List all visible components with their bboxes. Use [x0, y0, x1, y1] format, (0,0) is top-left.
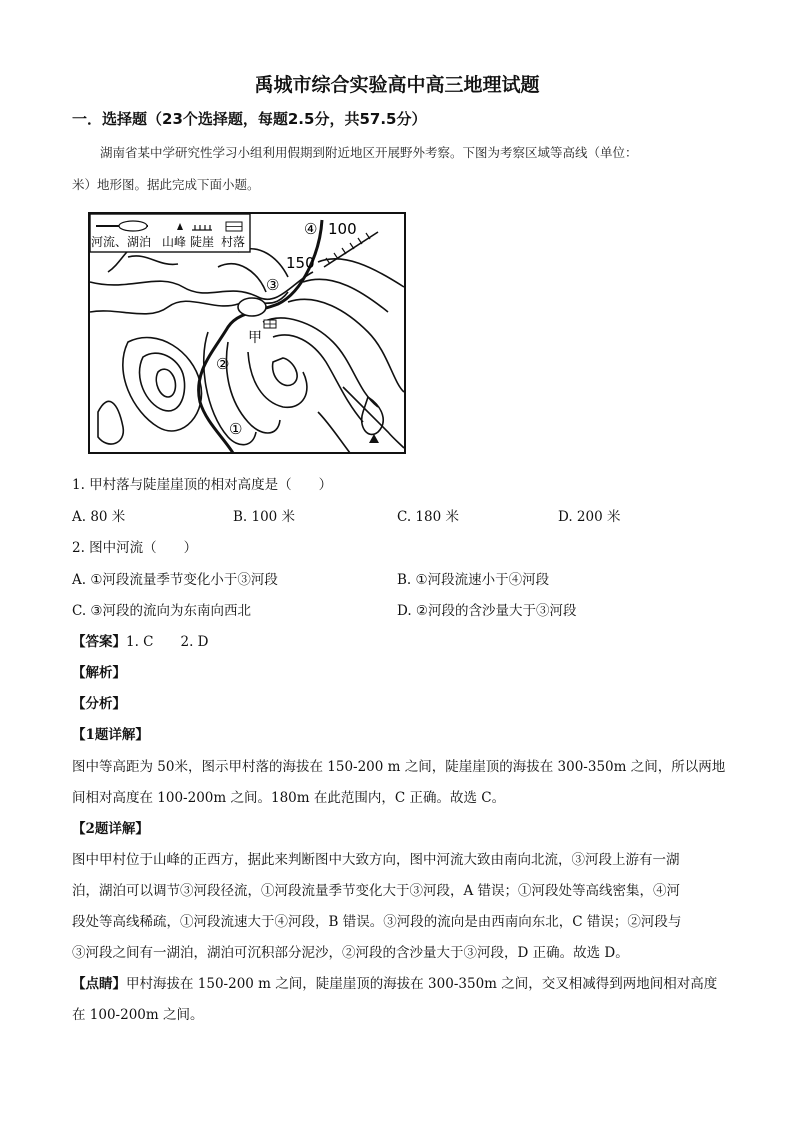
q1-option-c: C. 180 米	[397, 509, 459, 525]
intro-line-2: 米）地形图。据此完成下面小题。	[72, 177, 260, 192]
legend-cliff-label: 陡崖	[190, 235, 215, 249]
fenxi-tag: 【分析】	[72, 696, 126, 712]
q2-option-d: D. ②河段的含沙量大于③河段	[397, 603, 577, 619]
contour-map	[88, 212, 406, 454]
village-label: 甲	[248, 330, 262, 346]
detail1-line-1: 图中等高距为 50米，图示甲村落的海拔在 150-200 m 之间，陡崖崖顶的海拔在 300-350m 之间，所以两地	[72, 759, 726, 775]
legend-river-label: 河流、湖泊	[91, 235, 152, 249]
q1-option-d: D. 200 米	[558, 509, 621, 525]
dianjing-line-2: 在 100-200m 之间。	[72, 1007, 204, 1023]
detail1-line-2: 间相对高度在 100-200m 之间。180m 在此范围内，C 正确。故选 C。	[72, 790, 506, 806]
q1-option-a: A. 80 米	[72, 509, 126, 525]
detail2-tag: 【2题详解】	[72, 821, 149, 837]
q2-option-c: C. ③河段的流向为东南向西北	[72, 603, 252, 619]
contour-label-150: 150	[286, 254, 315, 272]
q1-option-b: B. 100 米	[233, 509, 296, 525]
answer-tag: 【答案】	[72, 634, 126, 650]
answer-text: 1. C 2. D	[126, 634, 209, 650]
detail1-tag: 【1题详解】	[72, 727, 149, 743]
q2-option-b: B. ①河段流速小于④河段	[397, 572, 550, 588]
detail2-line-1: 图中甲村位于山峰的正西方，据此来判断图中大致方向，图中河流大致由南向北流，③河段上游有一湖	[72, 852, 680, 868]
detail2-line-3: 段处等高线稀疏，①河段流速大于④河段，B 错误。③河段的流向是由西南向东北，C 错误；②河段与	[72, 914, 682, 930]
q1-stem: 1. 甲村落与陡崖崖顶的相对高度是（ ）	[72, 477, 333, 493]
section-heading: 一．选择题（23个选择题，每题2.5分，共57.5分）	[72, 110, 427, 128]
detail2-line-2: 泊，湖泊可以调节③河段径流，①河段流量季节变化大于③河段，A 错误；①河段处等高线密集，④河	[72, 883, 681, 899]
marker-1: ①	[229, 420, 243, 438]
legend-peak-label: 山峰	[162, 235, 187, 249]
analysis-tag: 【解析】	[72, 665, 126, 681]
dianjing-line-1	[72, 972, 717, 992]
marker-4: ④	[304, 220, 318, 238]
marker-2: ②	[216, 355, 230, 373]
dianjing-tag: 【点睛】	[72, 976, 126, 992]
contour-label-100: 100	[328, 220, 357, 238]
detail2-line-4: ③河段之间有一湖泊，湖泊可沉积部分泥沙，②河段的含沙量大于③河段，D 正确。故选 D。	[72, 945, 629, 961]
page-title: 禹城市综合实验高中高三地理试题	[254, 74, 540, 96]
marker-3: ③	[266, 276, 280, 294]
answer-line	[72, 630, 209, 650]
q2-option-a: A. ①河段流量季节变化小于③河段	[72, 572, 278, 588]
intro-line-1: 湖南省某中学研究性学习小组利用假期到附近地区开展野外考察。下图为考察区域等高线（单位：	[100, 145, 638, 160]
legend-village-label: 村落	[221, 235, 246, 249]
dianjing-text-1: 甲村海拔在 150-200 m 之间，陡崖崖顶的海拔在 300-350m 之间，交叉相减得到两地间相对高度	[126, 976, 718, 992]
q2-stem: 2. 图中河流（ ）	[72, 540, 198, 556]
